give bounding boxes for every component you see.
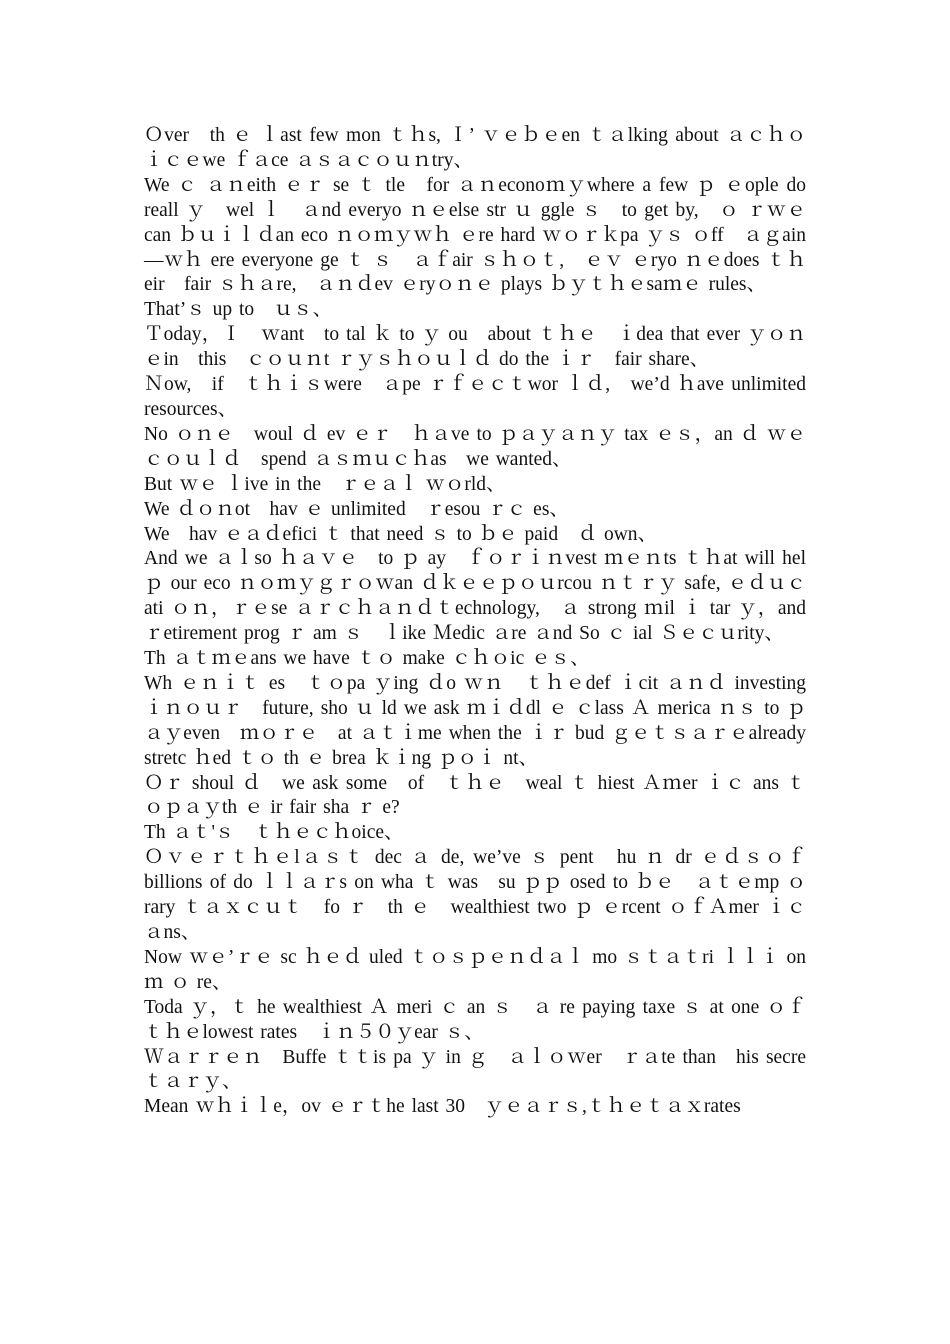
paragraph-14: Th ａｔ'ｓ ｔｈｅｃｈoice、 <box>144 822 404 844</box>
paragraph-3: That’ｓ up to ｕｓ、 <box>144 299 333 321</box>
paragraph-19: Mean ｗｈｉｌe，ov ｅｒｔhe last 30 ｙｅａｒｓ,ｔｈｅｔａｘrates <box>144 1096 741 1118</box>
paragraph-6: No ｏｎｅ woul ｄ ev ｅｒ ｈａve to ｐａｙａｎｙ tax ｅｓ，an ｄ ｗｅｃｏｕｌｄ spend ａｓｍｕｃｈas we wanted、 <box>144 423 806 470</box>
paragraph-18: Ｗａｒｒｅｎ Buffe ｔｔis pa ｙ in ｇ ａｌｏｗer ｒａte than his secre ｔａｒｙ、 <box>144 1046 806 1093</box>
paragraph-15: Ｏｖｅｒｔｈｅlａｓｔ dec ａ de, we’ve ｓ pent hu ｎ dr ｅｄｓｏｆ billions of do ｌｌａｒs on wha ｔ was su ｐｐ osed to ｂｅ ａｔｅmp ｏ rary ｔａｘｃｕｔ fo ｒ th ｅ wealthiest two ｐ ｅrcent ｏｆＡmer ｉｃａns、 <box>144 847 806 943</box>
paragraph-10: And we ａｌso ｈａｖｅ to ｐ ay ｆｏｒｉｎvest ｍｅｎts ｔｈat will hel ｐ our eco ｎｏｍｙｇｒｏｗan ｄｋｅｅｐｏｕrcou ｎｔｒｙ safe, ｅｄｕｃati ｏｎ，ｒｅse ａｒｃｈａｎｄｔechnology, ａ strong ｍil ｉ tar ｙ，and ｒetirement prog ｒ am ｓ ｌike Ｍedic ａre ａnd So ｃ ial Ｓｅｃｕrity、 <box>144 548 806 645</box>
paragraph-11: Th ａｔｍｅans we have ｔｏ make ｃｈｏic ｅｓ、 <box>144 648 590 670</box>
paragraph-7: But ｗｅ ｌive in the ｒｅａｌ ｗｏrld、 <box>144 473 506 495</box>
paragraph-2: We ｃ ａｎeith ｅｒ se ｔ tle for ａｎeconoｍｙwhere a few ｐ ｅople do reall ｙ wel ｌ ａnd everyo ｎｅelse str ｕ ggle ｓ to get by, ｏ ｒｗｅ can ｂｕｉｌｄan eco ｎｏｍｙｗｈ ｅre hard ｗｏｒｋpa ｙｓ ｏff ａｇain—ｗｈ ere everyone ge ｔ ｓ ａｆair ｓｈｏｔ, ｅｖ ｅryo ｎｅdoes ｔｈeir fair ｓｈａre, ａｎｄev ｅryｏｎｅ plays ｂｙｔｈｅsaｍｅ rules、 <box>144 174 826 296</box>
paragraph-5: Ｎow, if ｔｈｉｓwere ａpe ｒｆｅｃｔwor ｌｄ, we’d ｈave unlimited resources、 <box>144 374 806 420</box>
speech-text-body <box>144 124 826 1120</box>
paragraph-12: Wh ｅｎｉｔ es ｔｏpa ｙing ｄo ｗｎ ｔｈｅdef ｉcit ａｎｄ investing ｉｎｏｕｒ future, sho ｕ ld we ask ｍｉｄdl ｅ ｃlass Ａ merica ｎｓ to ｐａｙeven ｍｏｒｅ at ａｔｉme when the ｉｒ bud ｇｅｔｓａｒｅalready stretc ｈed ｔｏ th ｅ brea ｋｉng ｐｏｉ nt、 <box>144 672 826 769</box>
paragraph-4: Ｔoday，Ｉ ｗant to tal ｋ to ｙ ou about ｔｈｅ ｉdea that ever ｙｏｎｅin this ｃｏｕｎt ｒｙｓｈｏｕｌｄ do the ｉｒ fair share、 <box>144 324 806 371</box>
paragraph-8: We ｄｏｎot hav ｅ unlimited ｒesou ｒｃ es、 <box>144 498 569 520</box>
paragraph-9: We hav ｅａｄefici ｔ that need ｓ to ｂｅ paid ｄ own、 <box>144 523 658 545</box>
paragraph-16: Now ｗｅ’ｒｅ sc ｈｅｄ uled ｔｏｓｐｅｎｄａｌ mo ｓｔａｔri ｌｌｉ on ｍ ｏ re、 <box>144 946 806 993</box>
paragraph-17: Toda ｙ，ｔ he wealthiest Ａ meri ｃ an ｓ ａ re paying taxe ｓ at one ｏｆｔｈｅlowest rates ｉｎ５０ｙear ｓ、 <box>144 996 806 1043</box>
paragraph-1: Ｏver th ｅ ｌast few mon ｔｈs, Ｉ’ ｖｅｂｅen ｔａlking about ａｃｈｏｉｃｅwe ｆａce ａｓａｃｏｕｎtry、 <box>144 125 806 171</box>
paragraph-13: Ｏｒ shoul ｄ we ask some of ｔｈｅ weal ｔ hiest Ａｍer ｉｃ ans ｔｏｐａｙth ｅ ir fair sha ｒ e? <box>144 772 806 819</box>
